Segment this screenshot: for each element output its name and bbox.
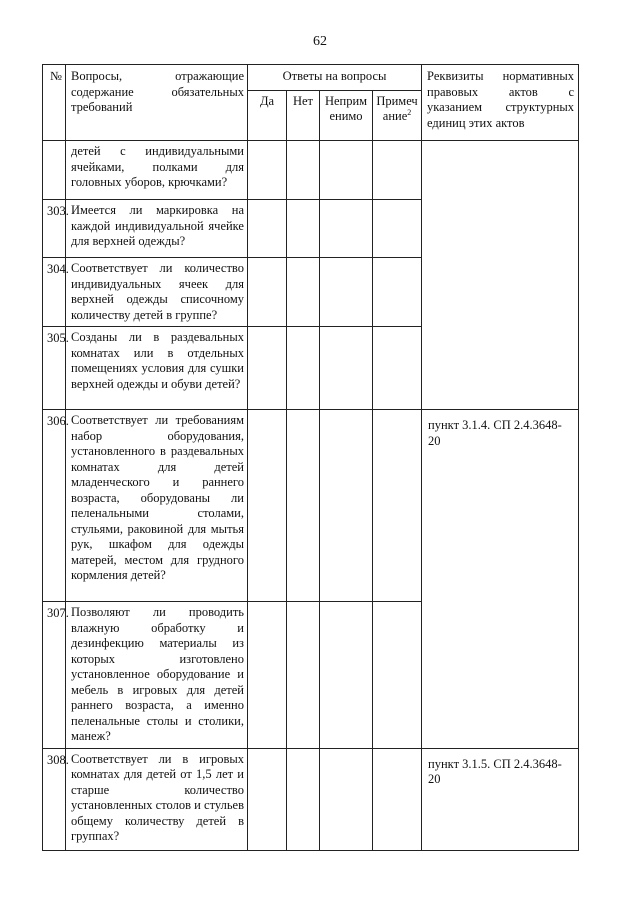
answer-na-cell[interactable] bbox=[320, 327, 373, 410]
answer-no-cell[interactable] bbox=[287, 258, 320, 327]
answer-note-cell[interactable] bbox=[373, 410, 422, 602]
row-requisites: пункт 3.1.5. СП 2.4.3648-20 bbox=[422, 748, 579, 850]
answer-note-cell[interactable] bbox=[373, 602, 422, 749]
answer-no-cell[interactable] bbox=[287, 141, 320, 200]
answer-note-cell[interactable] bbox=[373, 748, 422, 850]
row-requisites: пункт 3.1.4. СП 2.4.3648-20 bbox=[422, 410, 579, 749]
answer-na-cell[interactable] bbox=[320, 748, 373, 850]
table-header-row bbox=[43, 65, 579, 91]
checklist-table bbox=[42, 64, 579, 851]
answer-no-cell[interactable] bbox=[287, 200, 320, 258]
row-question: Позволяют ли проводить влажную обработку и дезинфекцию материалы из которых изготовлено установленное оборудование и мебель в игровых для детей раннего возраста, а именно пеленальные столы и столики, манеж? bbox=[66, 602, 248, 749]
table-row bbox=[43, 141, 579, 200]
answer-yes-cell[interactable] bbox=[248, 258, 287, 327]
row-number: 306. bbox=[43, 410, 66, 602]
header-answers: Ответы на вопросы bbox=[248, 65, 422, 91]
row-question: Имеется ли маркировка на каждой индивидуальной ячейке для верхней одежды? bbox=[66, 200, 248, 258]
answer-note-cell[interactable] bbox=[373, 258, 422, 327]
answer-na-cell[interactable] bbox=[320, 258, 373, 327]
row-requisites bbox=[422, 141, 579, 410]
answer-no-cell[interactable] bbox=[287, 602, 320, 749]
row-number: 304. bbox=[43, 258, 66, 327]
row-number: 308. bbox=[43, 748, 66, 850]
row-number: 305. bbox=[43, 327, 66, 410]
answer-yes-cell[interactable] bbox=[248, 327, 287, 410]
row-question: детей с индивидуальными ячейками, полками для головных уборов, крючками? bbox=[66, 141, 248, 200]
answer-na-cell[interactable] bbox=[320, 410, 373, 602]
answer-na-cell[interactable] bbox=[320, 602, 373, 749]
header-questions: Вопросы, отражающие содержание обязательных требований bbox=[66, 65, 248, 141]
answer-na-cell[interactable] bbox=[320, 200, 373, 258]
row-question: Соответствует ли требованиям набор оборудования, установленного в раздевальных комнатах для детей младенческого и раннего возраста, оборудованы ли пеленальными столами, стульями, раковиной для мытья рук, шкафом для одежды матерей, местом для грудного кормления детей? bbox=[66, 410, 248, 602]
answer-no-cell[interactable] bbox=[287, 327, 320, 410]
answer-yes-cell[interactable] bbox=[248, 602, 287, 749]
header-no: Нет bbox=[287, 91, 320, 141]
answer-yes-cell[interactable] bbox=[248, 748, 287, 850]
answer-yes-cell[interactable] bbox=[248, 410, 287, 602]
row-question: Созданы ли в раздевальных комнатах или в отдельных помещениях условия для сушки верхней одежды и обуви детей? bbox=[66, 327, 248, 410]
header-note-footnote: 2 bbox=[407, 107, 412, 117]
answer-na-cell[interactable] bbox=[320, 141, 373, 200]
answer-note-cell[interactable] bbox=[373, 141, 422, 200]
table-row bbox=[43, 748, 579, 850]
row-number bbox=[43, 141, 66, 200]
header-note bbox=[373, 91, 422, 141]
answer-no-cell[interactable] bbox=[287, 410, 320, 602]
header-num: № bbox=[43, 65, 66, 141]
answer-no-cell[interactable] bbox=[287, 748, 320, 850]
answer-yes-cell[interactable] bbox=[248, 200, 287, 258]
header-requisites: Реквизиты нормативных правовых актов с указанием структурных единиц этих актов bbox=[422, 65, 579, 141]
header-not-applicable: Неприм енимо bbox=[320, 91, 373, 141]
header-note-text: Примеч ание bbox=[376, 94, 418, 123]
answer-yes-cell[interactable] bbox=[248, 141, 287, 200]
answer-note-cell[interactable] bbox=[373, 200, 422, 258]
table-row bbox=[43, 410, 579, 602]
row-question: Соответствует ли в игровых комнатах для детей от 1,5 лет и старше количество установленных столов и стульев общему количеству детей в группах? bbox=[66, 748, 248, 850]
header-yes: Да bbox=[248, 91, 287, 141]
row-question: Соответствует ли количество индивидуальных ячеек для верхней одежды списочному количеству детей в группе? bbox=[66, 258, 248, 327]
row-number: 303. bbox=[43, 200, 66, 258]
answer-note-cell[interactable] bbox=[373, 327, 422, 410]
page-number: 62 bbox=[313, 34, 327, 49]
row-number: 307. bbox=[43, 602, 66, 749]
